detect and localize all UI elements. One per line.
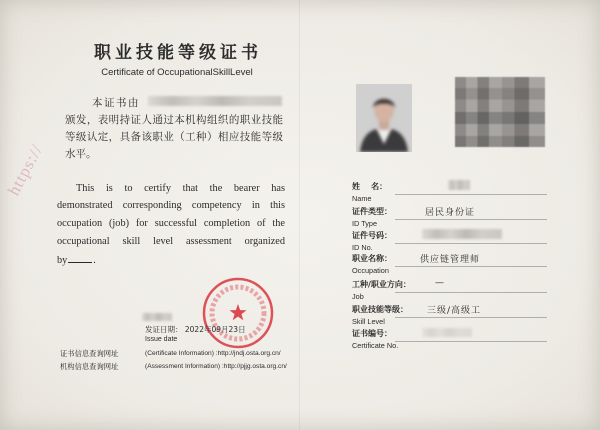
field-job-underline bbox=[395, 292, 547, 293]
field-certificate-number-label: 证书编号： bbox=[352, 329, 392, 338]
field-id-type-value: 居民身份证 bbox=[424, 208, 475, 218]
watermark-text: https:// bbox=[3, 140, 47, 199]
field-id-type-label-en: ID Type bbox=[352, 219, 378, 228]
field-skill-level-label-en: Skill Level bbox=[352, 317, 385, 326]
certificate-subtitle: Certificate of OccupationalSkillLevel bbox=[101, 67, 253, 78]
field-id-type-underline bbox=[395, 219, 547, 220]
official-seal bbox=[200, 275, 276, 351]
field-name-value-redacted bbox=[448, 180, 470, 190]
issue-date-label: 发证日期： bbox=[145, 325, 183, 334]
statement-en-line-4: occupational skill level assessment organized bbox=[57, 236, 285, 247]
field-occupation bbox=[352, 253, 392, 275]
field-certificate-number bbox=[352, 328, 398, 350]
inquiry-org-label-en: (Assessment Information) bbox=[145, 363, 221, 370]
field-id-type bbox=[352, 206, 392, 228]
field-id-number-value-redacted bbox=[422, 229, 502, 239]
certificate-title: 职业技能等级证书 bbox=[94, 43, 262, 63]
statement-en-period: . bbox=[93, 255, 96, 266]
organizer-blank bbox=[68, 254, 92, 263]
field-id-number bbox=[352, 230, 392, 252]
inquiry-cert-line bbox=[145, 350, 281, 357]
field-name-underline bbox=[395, 194, 547, 195]
field-id-number-underline bbox=[395, 243, 547, 244]
inquiry-cert-label-en: (Certificate Information) bbox=[145, 350, 214, 357]
field-id-number-label: 证件号码： bbox=[352, 231, 392, 240]
field-id-number-label-en: ID No. bbox=[352, 243, 373, 252]
star-icon bbox=[229, 304, 246, 320]
field-id-type-label: 证件类型： bbox=[352, 207, 392, 216]
issue-date-label-en: Issue date bbox=[145, 336, 178, 343]
field-skill-level bbox=[352, 304, 408, 326]
field-job-value: — bbox=[435, 278, 445, 288]
field-name-label: 姓 名： bbox=[352, 182, 388, 191]
field-certificate-number-underline bbox=[395, 341, 547, 342]
issuer-redacted bbox=[148, 96, 282, 106]
statement-cn-line-3: 水平。 bbox=[65, 148, 97, 160]
field-job-label: 工种/职业方向： bbox=[352, 280, 411, 289]
field-skill-level-label: 职业技能等级： bbox=[352, 305, 408, 314]
inquiry-org-line bbox=[145, 363, 287, 370]
holder-photo bbox=[356, 84, 412, 152]
statement-cn-line-2: 等级认定，具备该职业（工种）相应技能等级 bbox=[65, 131, 283, 143]
field-job-label-en: Job bbox=[352, 292, 364, 301]
center-fold bbox=[299, 0, 300, 430]
intro-cn: 本证书由 bbox=[92, 97, 140, 109]
statement-cn-line-1: 颁发，表明持证人通过本机构组织的职业技能 bbox=[65, 114, 283, 126]
statement-en-line-5 bbox=[57, 254, 96, 266]
field-skill-level-underline bbox=[395, 317, 547, 318]
statement-en-by: by bbox=[57, 255, 68, 266]
field-occupation-label: 职业名称： bbox=[352, 254, 392, 263]
field-occupation-value: 供应链管理师 bbox=[419, 255, 480, 265]
issue-date-value: 2022年09月23日 bbox=[184, 325, 246, 334]
field-name-label-en: Name bbox=[352, 194, 372, 203]
inquiry-cert-label: 证书信息查询网址 bbox=[60, 349, 119, 358]
field-certificate-number-label-en: Certificate No. bbox=[352, 341, 399, 350]
inquiry-org-label: 机构信息查询网址 bbox=[60, 362, 119, 371]
field-occupation-underline bbox=[395, 266, 547, 267]
statement-en-line-1: This is to certify that the bearer has bbox=[76, 183, 285, 194]
inquiry-cert-url: :http://jndj.osta.org.cn/ bbox=[215, 350, 281, 357]
issuer-signature-redacted bbox=[142, 313, 172, 321]
field-occupation-label-en: Occupation bbox=[352, 266, 389, 275]
issue-date-line bbox=[145, 324, 246, 335]
field-certificate-number-value-redacted bbox=[422, 328, 472, 337]
statement-en-line-2: demonstrated corresponding competency in this bbox=[57, 200, 285, 211]
inquiry-org-url: :http://pjjg.osta.org.cn/ bbox=[221, 363, 287, 370]
field-name bbox=[352, 181, 387, 203]
field-skill-level-value: 三级/高级工 bbox=[426, 306, 482, 316]
statement-en-line-3: occupation (job) for successful completion of the bbox=[57, 218, 285, 229]
qr-code bbox=[455, 77, 545, 147]
